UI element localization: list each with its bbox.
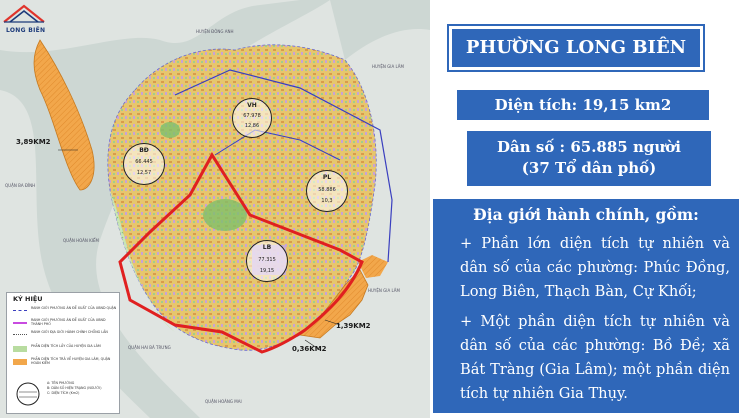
southeast-area-label: 1,39KM2 xyxy=(336,322,371,330)
ward-population: 67.978 xyxy=(243,113,261,119)
admin-paragraph-1: + Phần lớn diện tích tự nhiên và dân số của các phường: Phúc Đồng, Long Biên, Thạch Bàn, Cự Khối; xyxy=(460,235,730,300)
place-west1: QUẬN BA ĐÌNH xyxy=(5,183,36,188)
place-west2: QUẬN HOÀN KIẾM xyxy=(63,238,99,243)
population-groups: (37 Tổ dân phố) xyxy=(521,159,657,177)
legend-notes xyxy=(47,381,117,396)
legend-row xyxy=(13,330,117,340)
ward-circle-lb xyxy=(246,240,288,282)
ward-area: 10,3 xyxy=(321,198,333,204)
legend-row xyxy=(13,344,117,354)
logo-text: LONG BIÊN xyxy=(6,27,46,34)
ward-area: 19,15 xyxy=(259,268,275,274)
legend-row xyxy=(13,318,117,328)
legend-note: A: TÊN PHƯỜNG xyxy=(47,381,75,385)
legend-swatch xyxy=(13,359,27,365)
legend-row xyxy=(13,306,117,316)
legend-swatch xyxy=(13,346,27,352)
legend-text: RANH GIỚI PHƯỜNG ÁN ĐỀ XUẤT CỦA UBND THÀNH PHỐ xyxy=(31,318,106,326)
park-patch-2 xyxy=(160,122,180,138)
info-panel xyxy=(430,0,740,418)
ward-area: 12,57 xyxy=(136,170,152,176)
legend-ward-symbol-icon xyxy=(15,381,41,407)
area-box: Diện tích: 19,15 km2 xyxy=(457,90,709,120)
legend-swatch xyxy=(13,310,27,311)
legend-note: C: DIỆN TÍCH (Km2) xyxy=(47,391,80,395)
park-patch xyxy=(203,199,247,231)
legend-text: RANH GIỚI ĐỊA GIỚI HÀNH CHÍNH CHỒNG LẤN xyxy=(31,330,108,334)
legend-text: RANH GIỚI PHƯỜNG ÁN ĐỀ XUẤT CỦA UBND QUẬN xyxy=(31,306,117,310)
legend-swatch xyxy=(13,334,27,335)
ward-population: 58.886 xyxy=(318,187,336,193)
west-area-label: 3,89KM2 xyxy=(16,138,51,146)
ward-area: 12,86 xyxy=(244,123,260,129)
place-southwest: QUẬN HAI BÀ TRƯNG xyxy=(128,345,171,350)
ward-population: 66.445 xyxy=(135,159,153,165)
ward-circle-bd xyxy=(123,143,165,185)
population-line: Dân số : 65.885 người xyxy=(497,138,681,156)
admin-boundary-box xyxy=(433,199,739,413)
ward-code: VH xyxy=(247,102,257,109)
south-area-label: 0,36KM2 xyxy=(292,345,327,353)
place-south: QUẬN HOÀNG MAI xyxy=(205,399,242,404)
legend-row xyxy=(13,357,117,367)
map-legend xyxy=(6,292,120,414)
place-southeast: HUYỆN GIA LÂM xyxy=(368,288,400,293)
legend-text: PHẦN DIỆN TÍCH LẤY CỦA HUYỆN GIA LÂM xyxy=(31,344,101,348)
admin-heading: Địa giới hành chính, gồm: xyxy=(473,205,699,224)
population-box xyxy=(467,131,711,186)
legend-note: B: DÂN SỐ HIỆN TRẠNG (NGƯỜI) xyxy=(47,386,102,390)
legend-title: KÝ HIỆU xyxy=(13,295,43,303)
ward-code: PL xyxy=(322,174,332,181)
long-bien-logo-icon xyxy=(0,0,48,30)
ward-circle-vh xyxy=(232,98,272,138)
admin-paragraph-2: + Một phần diện tích tự nhiên và dân số của các phường: Bồ Đề; xã Bát Tràng (Gia Lâm); một phần diện tích tự nhiên Gia Thụy. xyxy=(460,313,730,402)
place-northeast: HUYỆN GIA LÂM xyxy=(372,64,404,69)
legend-text: PHẦN DIỆN TÍCH TRẢ VỀ HUYỆN GIA LÂM, QUẬN HOÀN KIẾM xyxy=(31,357,111,365)
ward-circle-pl xyxy=(306,170,348,212)
place-north: HUYỆN ĐÔNG ANH xyxy=(196,29,234,34)
ward-code: BĐ xyxy=(139,147,149,154)
ward-population: 77.315 xyxy=(258,257,276,263)
ward-title: PHƯỜNG LONG BIÊN xyxy=(449,26,703,70)
legend-swatch xyxy=(13,322,27,324)
ward-code: LB xyxy=(262,244,272,251)
